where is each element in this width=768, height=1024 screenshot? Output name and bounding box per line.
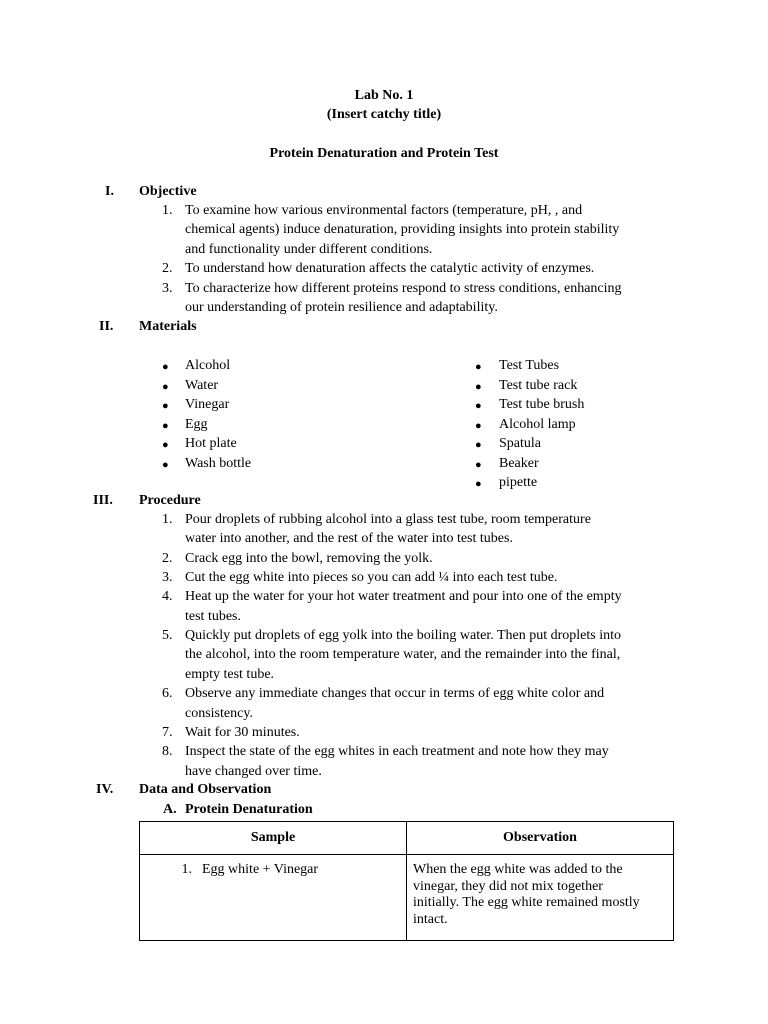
procedure-step-text: have changed over time. [185,763,322,779]
procedure-step-text: Quickly put droplets of egg yolk into the boiling water. Then put droplets into [185,628,622,644]
column-header-sample: Sample [140,822,407,855]
procedure-step-number: 4. [162,589,173,605]
section-heading-procedure: Procedure [139,493,201,508]
procedure-step-text: empty test tube. [185,666,275,682]
procedure-step-text: Pour droplets of rubbing alcohol into a glass test tube, room temperature [185,512,591,527]
procedure-step-number: 7. [162,724,173,740]
procedure-step-text: Wait for 30 minutes. [185,724,300,740]
page-title: Protein Denaturation and Protein Test [269,146,499,161]
bullet-icon: ● [475,439,482,451]
material-item: Hot plate [185,436,237,451]
procedure-step-number: 3. [162,570,173,586]
material-item: pipette [499,475,538,490]
observation-cell [407,855,674,941]
section-heading-objective: Objective [139,184,197,199]
section-number: III. [93,493,113,508]
bullet-icon: ● [162,361,169,373]
material-item: Beaker [499,455,539,471]
section-heading-data: Data and Observation [139,782,272,797]
material-item: Spatula [499,436,541,451]
procedure-step-number: 6. [162,686,173,702]
objective-item-text: our understanding of protein resilience and adaptability. [185,300,498,315]
objective-item-text: and functionality under different conditions. [185,241,433,257]
bullet-icon: ● [162,439,169,451]
lab-subtitle: (Insert catchy title) [326,107,442,122]
objective-item-text: chemical agents) induce denaturation, providing insights into protein stability [185,222,620,238]
material-item: Alcohol lamp [499,416,576,432]
bullet-icon: ● [162,419,169,432]
observation-table [139,821,674,941]
material-item: Test tube brush [499,397,585,412]
objective-item-text: To examine how various environmental factors (temperature, pH, , and [185,203,583,218]
bullet-icon: ● [162,458,169,471]
sample-number: 1. [181,862,192,877]
bullet-icon: ● [475,400,482,412]
subsection-heading: Protein Denaturation [185,802,313,817]
section-number: II. [99,319,114,334]
observation-line: vinegar, they did not mix together [413,878,603,894]
procedure-step-number: 2. [162,550,173,566]
procedure-step-number: 1. [162,512,173,527]
procedure-step-text: Heat up the water for your hot water treatment and pour into one of the empty [185,589,622,605]
procedure-step-text: Crack egg into the bowl, removing the yolk. [185,550,433,566]
observation-line: initially. The egg white remained mostly [413,895,640,910]
bullet-icon: ● [475,380,482,393]
procedure-step-text: Cut the egg white into pieces so you can add ¼ into each test tube. [185,570,558,586]
procedure-step-number: 5. [162,628,173,644]
bullet-icon: ● [475,458,482,471]
subsection-number: A. [163,802,177,817]
bullet-icon: ● [475,478,482,490]
procedure-step-text: the alcohol, into the room temperature water, and the remainder into the final, [185,647,621,663]
section-number: IV. [96,782,114,797]
bullet-icon: ● [162,380,169,393]
bullet-icon: ● [475,419,482,432]
procedure-step-number: 8. [162,744,173,760]
bullet-icon: ● [475,361,482,373]
material-item: Egg [185,416,208,432]
objective-item-number: 2. [162,261,173,277]
procedure-step-text: water into another, and the rest of the water into test tubes. [185,531,513,547]
material-item: Test tube rack [499,377,578,393]
procedure-step-text: Inspect the state of the egg whites in each treatment and note how they may [185,744,609,760]
observation-line: intact. [413,911,448,927]
table-row [140,855,674,941]
section-number: I. [105,184,114,199]
objective-item-number: 3. [162,280,173,296]
material-item: Wash bottle [185,455,252,471]
procedure-step-text: test tubes. [185,608,241,624]
material-item: Test Tubes [499,358,560,373]
column-header-observation: Observation [407,822,674,855]
bullet-icon: ● [162,400,169,412]
procedure-step-text: consistency. [185,705,253,721]
objective-item-number: 1. [162,203,173,218]
material-item: Vinegar [185,397,230,412]
observation-line: When the egg white was added to the [413,862,623,877]
objective-item-text: To characterize how different proteins respond to stress conditions, enhancing [185,280,622,296]
material-item: Water [185,377,219,393]
table-header-row [140,822,674,855]
sample-cell [140,855,407,941]
objective-item-text: To understand how denaturation affects the catalytic activity of enzymes. [185,261,595,277]
sample-name: Egg white + Vinegar [202,862,319,877]
material-item: Alcohol [185,358,231,373]
procedure-step-text: Observe any immediate changes that occur in terms of egg white color and [185,686,605,702]
lab-number: Lab No. 1 [354,88,414,103]
section-heading-materials: Materials [139,319,197,334]
